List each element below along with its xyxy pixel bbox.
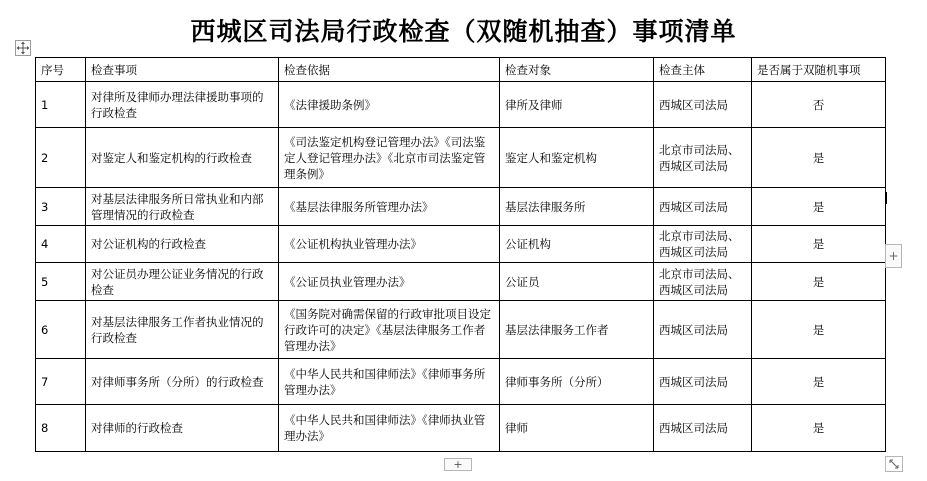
- cell-target[interactable]: 公证机构: [500, 226, 654, 263]
- cell-subject[interactable]: 北京市司法局、西城区司法局: [654, 263, 752, 301]
- cell-target[interactable]: 律所及律师: [500, 82, 654, 128]
- cell-basis[interactable]: 《公证员执业管理办法》: [279, 263, 500, 301]
- cell-subject[interactable]: 西城区司法局: [654, 188, 752, 226]
- table-move-handle-icon[interactable]: [15, 40, 31, 56]
- cell-seq[interactable]: 3: [36, 188, 86, 226]
- add-column-button[interactable]: +: [885, 244, 902, 268]
- table-row: [36, 128, 886, 188]
- cell-subject[interactable]: 西城区司法局: [654, 405, 752, 452]
- cell-seq[interactable]: 7: [36, 359, 86, 405]
- cell-target[interactable]: 公证员: [500, 263, 654, 301]
- inspection-table: [35, 57, 886, 452]
- cell-item[interactable]: 对公证机构的行政检查: [86, 226, 279, 263]
- text-cursor: [885, 192, 887, 204]
- table-row: [36, 301, 886, 359]
- cell-random[interactable]: 是: [752, 301, 886, 359]
- header-item[interactable]: 检查事项: [86, 58, 279, 82]
- header-target[interactable]: 检查对象: [500, 58, 654, 82]
- cell-target[interactable]: 基层法律服务所: [500, 188, 654, 226]
- table-row: [36, 188, 886, 226]
- cell-random[interactable]: 否: [752, 82, 886, 128]
- cell-seq[interactable]: 8: [36, 405, 86, 452]
- add-row-button[interactable]: +: [444, 458, 472, 471]
- cell-random[interactable]: 是: [752, 128, 886, 188]
- cell-subject[interactable]: 北京市司法局、西城区司法局: [654, 226, 752, 263]
- cell-basis[interactable]: 《中华人民共和国律师法》《律师执业管理办法》: [279, 405, 500, 452]
- cell-seq[interactable]: 6: [36, 301, 86, 359]
- cell-target[interactable]: 基层法律服务工作者: [500, 301, 654, 359]
- cell-seq[interactable]: 2: [36, 128, 86, 188]
- cell-random[interactable]: 是: [752, 263, 886, 301]
- cell-random[interactable]: 是: [752, 226, 886, 263]
- cell-item[interactable]: 对律师的行政检查: [86, 405, 279, 452]
- header-seq[interactable]: 序号: [36, 58, 86, 82]
- table-row: [36, 226, 886, 263]
- cell-basis[interactable]: 《基层法律服务所管理办法》: [279, 188, 500, 226]
- cell-basis[interactable]: 《司法鉴定机构登记管理办法》《司法鉴定人登记管理办法》《北京市司法鉴定管理条例》: [279, 128, 500, 188]
- table-row: [36, 82, 886, 128]
- table-row: [36, 359, 886, 405]
- cell-target[interactable]: 律师事务所（分所）: [500, 359, 654, 405]
- cell-random[interactable]: 是: [752, 359, 886, 405]
- table-header-row: [36, 58, 886, 82]
- cell-item[interactable]: 对基层法律服务所日常执业和内部管理情况的行政检查: [86, 188, 279, 226]
- cell-item[interactable]: 对律师事务所（分所）的行政检查: [86, 359, 279, 405]
- header-subject[interactable]: 检查主体: [654, 58, 752, 82]
- cell-item[interactable]: 对基层法律服务工作者执业情况的行政检查: [86, 301, 279, 359]
- cell-subject[interactable]: 西城区司法局: [654, 301, 752, 359]
- cell-target[interactable]: 律师: [500, 405, 654, 452]
- page-title: 西城区司法局行政检查（双随机抽查）事项清单: [190, 17, 737, 46]
- cell-item[interactable]: 对律所及律师办理法律援助事项的行政检查: [86, 82, 279, 128]
- header-random[interactable]: 是否属于双随机事项: [752, 58, 886, 82]
- cell-random[interactable]: 是: [752, 405, 886, 452]
- cell-seq[interactable]: 1: [36, 82, 86, 128]
- cell-seq[interactable]: 5: [36, 263, 86, 301]
- header-basis[interactable]: 检查依据: [279, 58, 500, 82]
- cell-target[interactable]: 鉴定人和鉴定机构: [500, 128, 654, 188]
- cell-basis[interactable]: 《法律援助条例》: [279, 82, 500, 128]
- cell-basis[interactable]: 《中华人民共和国律师法》《律师事务所管理办法》: [279, 359, 500, 405]
- cell-basis[interactable]: 《国务院对确需保留的行政审批项目设定行政许可的决定》《基层法律服务工作者管理办法》: [279, 301, 500, 359]
- cell-item[interactable]: 对公证员办理公证业务情况的行政检查: [86, 263, 279, 301]
- cell-subject[interactable]: 西城区司法局: [654, 82, 752, 128]
- table-row: [36, 405, 886, 452]
- cell-basis[interactable]: 《公证机构执业管理办法》: [279, 226, 500, 263]
- cell-item[interactable]: 对鉴定人和鉴定机构的行政检查: [86, 128, 279, 188]
- cell-subject[interactable]: 西城区司法局: [654, 359, 752, 405]
- cell-subject[interactable]: 北京市司法局、西城区司法局: [654, 128, 752, 188]
- cell-seq[interactable]: 4: [36, 226, 86, 263]
- table-row: [36, 263, 886, 301]
- cell-random[interactable]: 是: [752, 188, 886, 226]
- resize-table-icon[interactable]: [885, 456, 903, 472]
